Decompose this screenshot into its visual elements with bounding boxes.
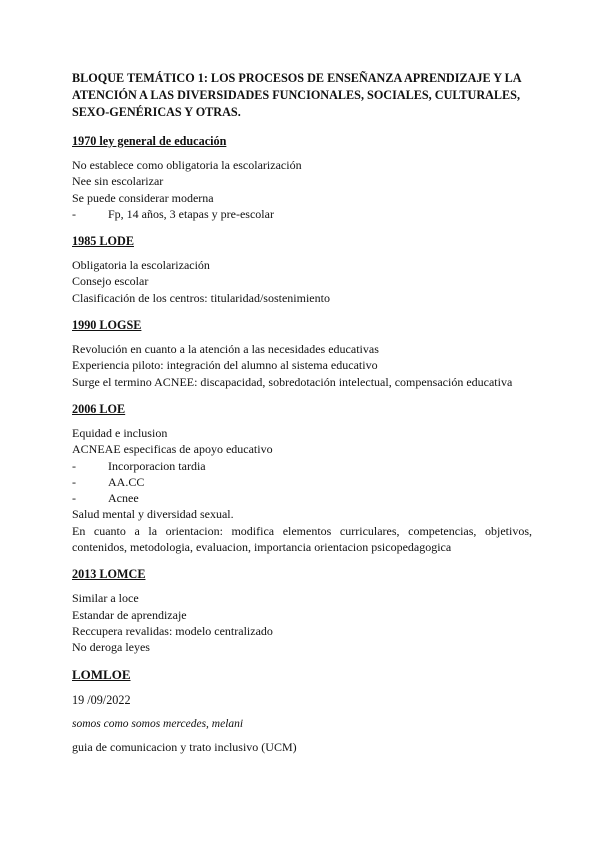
bullet-item xyxy=(72,206,532,222)
page-title: BLOQUE TEMÁTICO 1: LOS PROCESOS DE ENSEÑANZA APRENDIZAJE Y LA ATENCIÓN A LAS DIVERSIDADES FUNCIONALES, SOCIALES, CULTURALES, SEXO-GENÉRICAS Y OTRAS. xyxy=(72,71,521,119)
text-line: Surge el termino ACNEE: discapacidad, sobredotación intelectual, compensación educativa xyxy=(72,374,513,389)
text-line: Se puede considerar moderna xyxy=(72,190,214,205)
text-line: Estandar de aprendizaje xyxy=(72,607,187,622)
text-line: Nee sin escolarizar xyxy=(72,174,164,189)
section-1985 xyxy=(72,233,532,306)
text-line: Revolución en cuanto a la atención a las necesidades educativas xyxy=(72,342,379,357)
bullet-item xyxy=(72,458,532,474)
section-heading-2013: 2013 LOMCE xyxy=(72,567,146,582)
guide-text: guia de comunicacion y trato inclusivo (UCM) xyxy=(72,739,297,754)
paragraph: En cuanto a la orientacion: modifica elementos curriculares, competencias, objetivos, contenidos, metodologia, evaluacion, importancia orientacion psicopedagogica xyxy=(72,523,532,555)
text-line: Clasificación de los centros: titularidad/sostenimiento xyxy=(72,290,330,305)
section-heading-2006: 2006 LOE xyxy=(72,401,126,416)
bullet-text: Fp, 14 años, 3 etapas y pre-escolar xyxy=(108,206,274,221)
bullet-dash: - xyxy=(72,206,76,221)
text-line: ACNEAE especificas de apoyo educativo xyxy=(72,442,273,457)
section-1970 xyxy=(72,133,532,222)
section-heading-1970: 1970 ley general de educación xyxy=(72,134,227,148)
section-lomloe xyxy=(72,667,532,755)
section-heading-lomloe: LOMLOE xyxy=(72,666,131,682)
text-line: Salud mental y diversidad sexual. xyxy=(72,507,234,522)
text-line: Reccupera revalidas: modelo centralizado xyxy=(72,623,273,638)
bullet-item xyxy=(72,490,532,506)
bullet-text: Incorporacion tardia xyxy=(108,458,206,473)
text-line: Obligatoria la escolarización xyxy=(72,258,210,273)
text-line: No deroga leyes xyxy=(72,640,150,655)
section-heading-1985: 1985 LODE xyxy=(72,234,134,249)
italic-note: somos como somos mercedes, melani xyxy=(72,717,244,730)
bullet-dash: - xyxy=(72,474,76,489)
text-line: No establece como obligatoria la escolarización xyxy=(72,158,302,172)
section-2013 xyxy=(72,566,532,655)
text-line: Similar a loce xyxy=(72,591,139,606)
bullet-text: AA.CC xyxy=(108,474,145,489)
text-line: Consejo escolar xyxy=(72,274,149,289)
text-line: Experiencia piloto: integración del alumno al sistema educativo xyxy=(72,358,378,373)
text-line: Equidad e inclusion xyxy=(72,425,168,440)
section-1990 xyxy=(72,317,532,390)
bullet-text: Acnee xyxy=(108,491,139,506)
bullet-dash: - xyxy=(72,458,76,473)
bullet-dash: - xyxy=(72,491,76,506)
bullet-item xyxy=(72,474,532,490)
date-text: 19 /09/2022 xyxy=(72,692,131,707)
section-heading-1990: 1990 LOGSE xyxy=(72,318,142,333)
section-2006 xyxy=(72,401,532,555)
document-page xyxy=(72,70,532,755)
